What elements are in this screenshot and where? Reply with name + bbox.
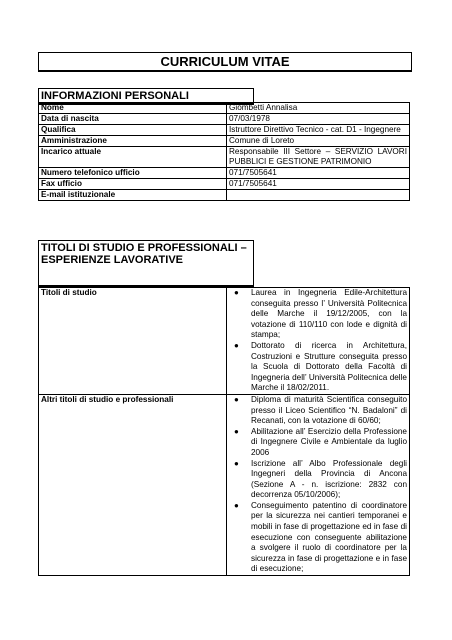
table-row <box>39 190 410 201</box>
field-label: Nome <box>39 103 227 114</box>
field-label: Fax ufficio <box>39 179 227 190</box>
list-item-text: Conseguimento patentino di coordinatore per la sicurezza nei cantieri temporanei e mobili in fase di progettazione ed in fase di esecuzione con conseguente abilitazione a svolgere il ruolo di coordinatore per la sicurezza in fase di progettazione e in fase di esecuzione; <box>251 500 407 574</box>
field-value <box>227 394 410 575</box>
personal-info-table <box>38 102 410 201</box>
list-item-text: Dottorato di ricerca in Architettura, Costruzioni e Strutture conseguita presso la Scuola di Dottorato della Facoltà di Ingegneria dell’ Università Politecnica delle Marche il 18/02/2011. <box>251 340 407 393</box>
bullet-icon: ● <box>234 500 239 510</box>
page-title: CURRICULUM VITAE <box>38 52 412 72</box>
table-row <box>39 114 410 125</box>
field-label: Amministrazione <box>39 136 227 147</box>
field-value: Giombetti Annalisa <box>227 103 410 114</box>
table-row <box>39 288 410 395</box>
bullet-icon: ● <box>234 394 239 404</box>
field-value: Istruttore Direttivo Tecnico - cat. D1 - Ingegnere <box>227 125 410 136</box>
field-value: 071/7505641 <box>227 168 410 179</box>
field-value: 071/7505641 <box>227 179 410 190</box>
field-value <box>227 190 410 201</box>
bullet-icon: ● <box>234 340 239 350</box>
field-label: Data di nascita <box>39 114 227 125</box>
list-item <box>227 395 407 427</box>
table-row <box>39 103 410 114</box>
list-item-text: Abilitazione all’ Esercizio della Professione di Ingegnere Civile e Ambientale da luglio 2006 <box>251 426 407 457</box>
field-value: Comune di Loreto <box>227 136 410 147</box>
table-row <box>39 125 410 136</box>
field-value: 07/03/1978 <box>227 114 410 125</box>
other-titles-list <box>227 395 407 575</box>
table-row <box>39 179 410 190</box>
list-item-text: Diploma di maturità Scientifica conseguito presso il Liceo Scientifico “N. Badaloni” di Recanati, con la votazione di 60/60; <box>251 394 407 426</box>
field-label: Altri titoli di studio e professionali <box>39 394 227 575</box>
list-item <box>227 341 407 394</box>
education-table <box>38 287 410 576</box>
section-heading-education: TITOLI DI STUDIO E PROFESSIONALI – ESPERIENZE LAVORATIVE <box>38 240 254 287</box>
table-row <box>39 394 410 575</box>
list-item <box>227 427 407 459</box>
field-value: Responsabile III Settore – SERVIZIO LAVORI PUBBLICI E GESTIONE PATRIMONIO <box>227 147 410 168</box>
section-heading-personal-info: INFORMAZIONI PERSONALI <box>38 88 254 105</box>
bullet-icon: ● <box>234 426 239 436</box>
list-item <box>227 501 407 575</box>
table-row <box>39 168 410 179</box>
degree-list <box>227 288 407 394</box>
field-label: Titoli di studio <box>39 288 227 395</box>
field-value <box>227 288 410 395</box>
field-label: E-mail istituzionale <box>39 190 227 201</box>
list-item-text: Laurea in Ingegneria Edile-Architettura conseguita presso l’ Università Politecnica delle Marche il 19/12/2005, con la votazione di 110/110 con lode e dignità di stampa; <box>251 288 407 340</box>
field-label: Numero telefonico ufficio <box>39 168 227 179</box>
bullet-icon: ● <box>234 288 239 297</box>
field-label: Incarico attuale <box>39 147 227 168</box>
list-item <box>227 288 407 341</box>
list-item-text: Iscrizione all’ Albo Professionale degli Ingegneri della Provincia di Ancona (Sezione A - n. iscrizione: 2832 con decorrenza 05/10/2006); <box>251 458 407 500</box>
field-label: Qualifica <box>39 125 227 136</box>
bullet-icon: ● <box>234 458 239 468</box>
table-row <box>39 136 410 147</box>
table-row <box>39 147 410 168</box>
list-item <box>227 459 407 501</box>
